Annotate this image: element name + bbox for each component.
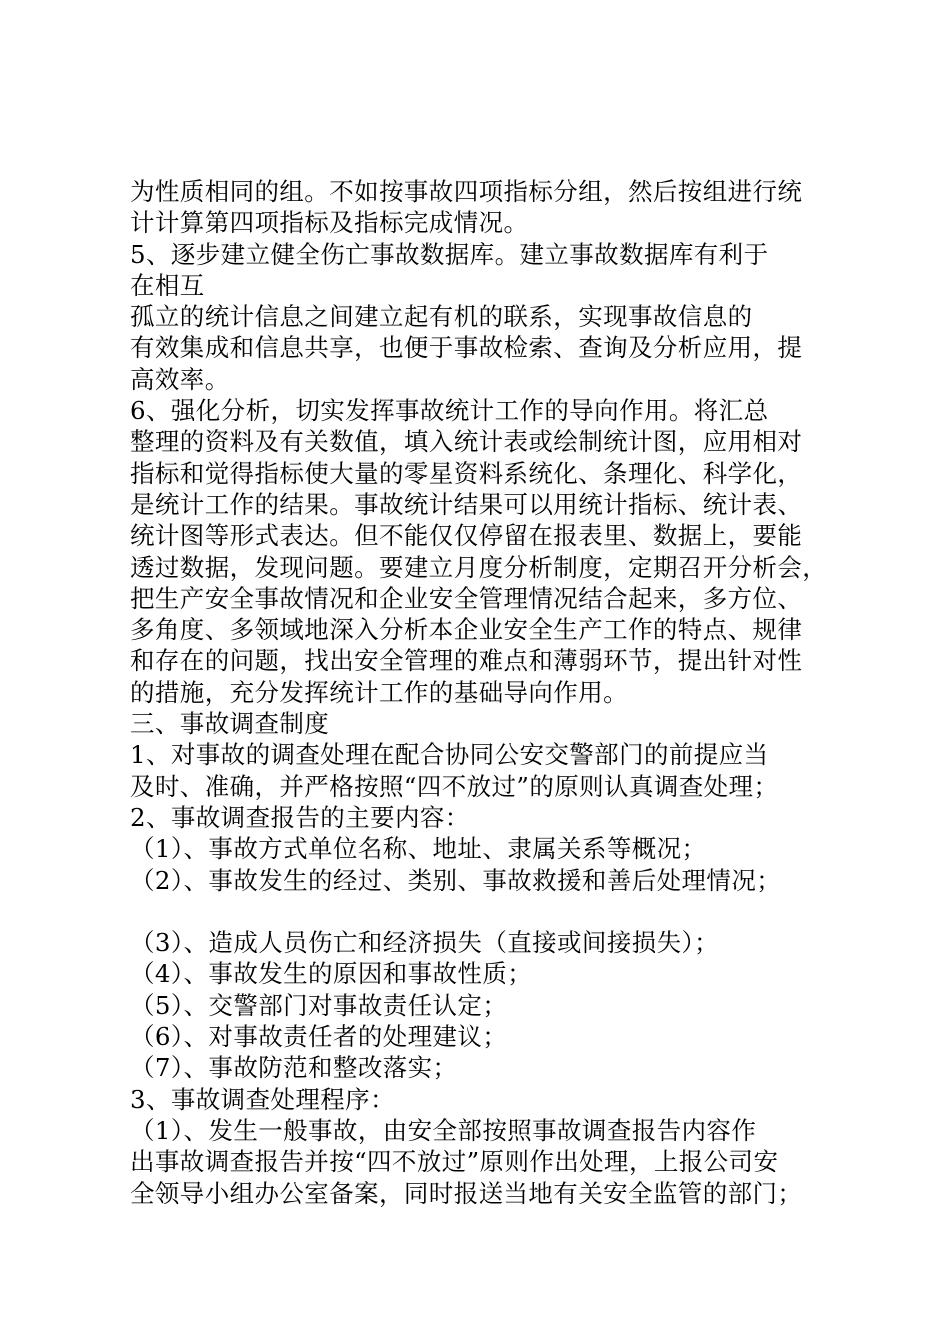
text-line: 及时、准确，并严格按照“四不放过”的原则认真调查处理； [130,771,779,801]
list-item: （4）、事故发生的原因和事故性质； [130,959,533,989]
document-body [130,176,830,1209]
text-line: 的措施，充分发挥统计工作的基础导向作用。 [130,677,628,707]
text-line: 为性质相同的组。不如按事故四项指标分组，然后按组进行统 [130,177,803,206]
blank-line [130,896,830,927]
list-item: （1）、事故方式单位名称、地址、隶属关系等概况； [130,834,707,864]
text-line: 有效集成和信息共享，也便于事故检索、查询及分析应用，提 [130,333,803,363]
text-line: 在相互 [130,270,205,300]
text-line: 把生产安全事故情况和企业安全管理情况结合起来，多方位、 [130,583,803,613]
text-line: 是统计工作的结果。事故统计结果可以用统计指标、统计表、 [130,489,803,519]
section-heading: 三、事故调查制度 [130,709,330,739]
text-line: 1、对事故的调查处理在配合协同公安交警部门的前提应当 [130,740,769,770]
text-line: 计计算第四项指标及指标完成情况。 [130,208,529,238]
text-line: 6、强化分析，切实发挥事故统计工作的导向作用。将汇总 [130,396,769,426]
text-line: 透过数据，发现问题。要建立月度分析制度，定期召开分析会， [130,552,828,582]
list-item: （2）、事故发生的经过、类别、事故救援和善后处理情况； [130,865,782,895]
text-line: 统计图等形式表达。但不能仅仅停留在报表里、数据上，要能 [130,521,803,551]
text-line: 3、事故调查处理程序： [130,1084,395,1114]
list-item: （5）、交警部门对事故责任认定； [130,990,508,1020]
text-line: 5、逐步建立健全伤亡事故数据库。建立事故数据库有利于 [130,239,769,269]
text-line: 孤立的统计信息之间建立起有机的联系，实现事故信息的 [130,302,753,332]
list-item: （7）、事故防范和整改落实； [130,1053,458,1083]
text-line: 指标和觉得指标使大量的零星资料系统化、条理化、科学化， [130,458,803,488]
text-line: 整理的资料及有关数值，填入统计表或绘制统计图，应用相对 [130,427,803,457]
list-item: （1）、发生一般事故，由安全部按照事故调查报告内容作 [130,1115,757,1145]
text-line: 高效率。 [130,364,230,394]
list-item: （3）、造成人员伤亡和经济损失（直接或间接损失）； [130,928,720,958]
text-line: 多角度、多领域地深入分析本企业安全生产工作的特点、规律 [130,615,803,645]
text-line: 全领导小组办公室备案，同时报送当地有关安全监管的部门； [130,1178,803,1208]
text-line: 和存在的问题，找出安全管理的难点和薄弱环节，提出针对性 [130,646,803,676]
text-line: 2、事故调查报告的主要内容： [130,802,470,832]
text-line: 出事故调查报告并按“四不放过”原则作出处理，上报公司安 [130,1147,779,1177]
list-item: （6）、对事故责任者的处理建议； [130,1022,508,1052]
